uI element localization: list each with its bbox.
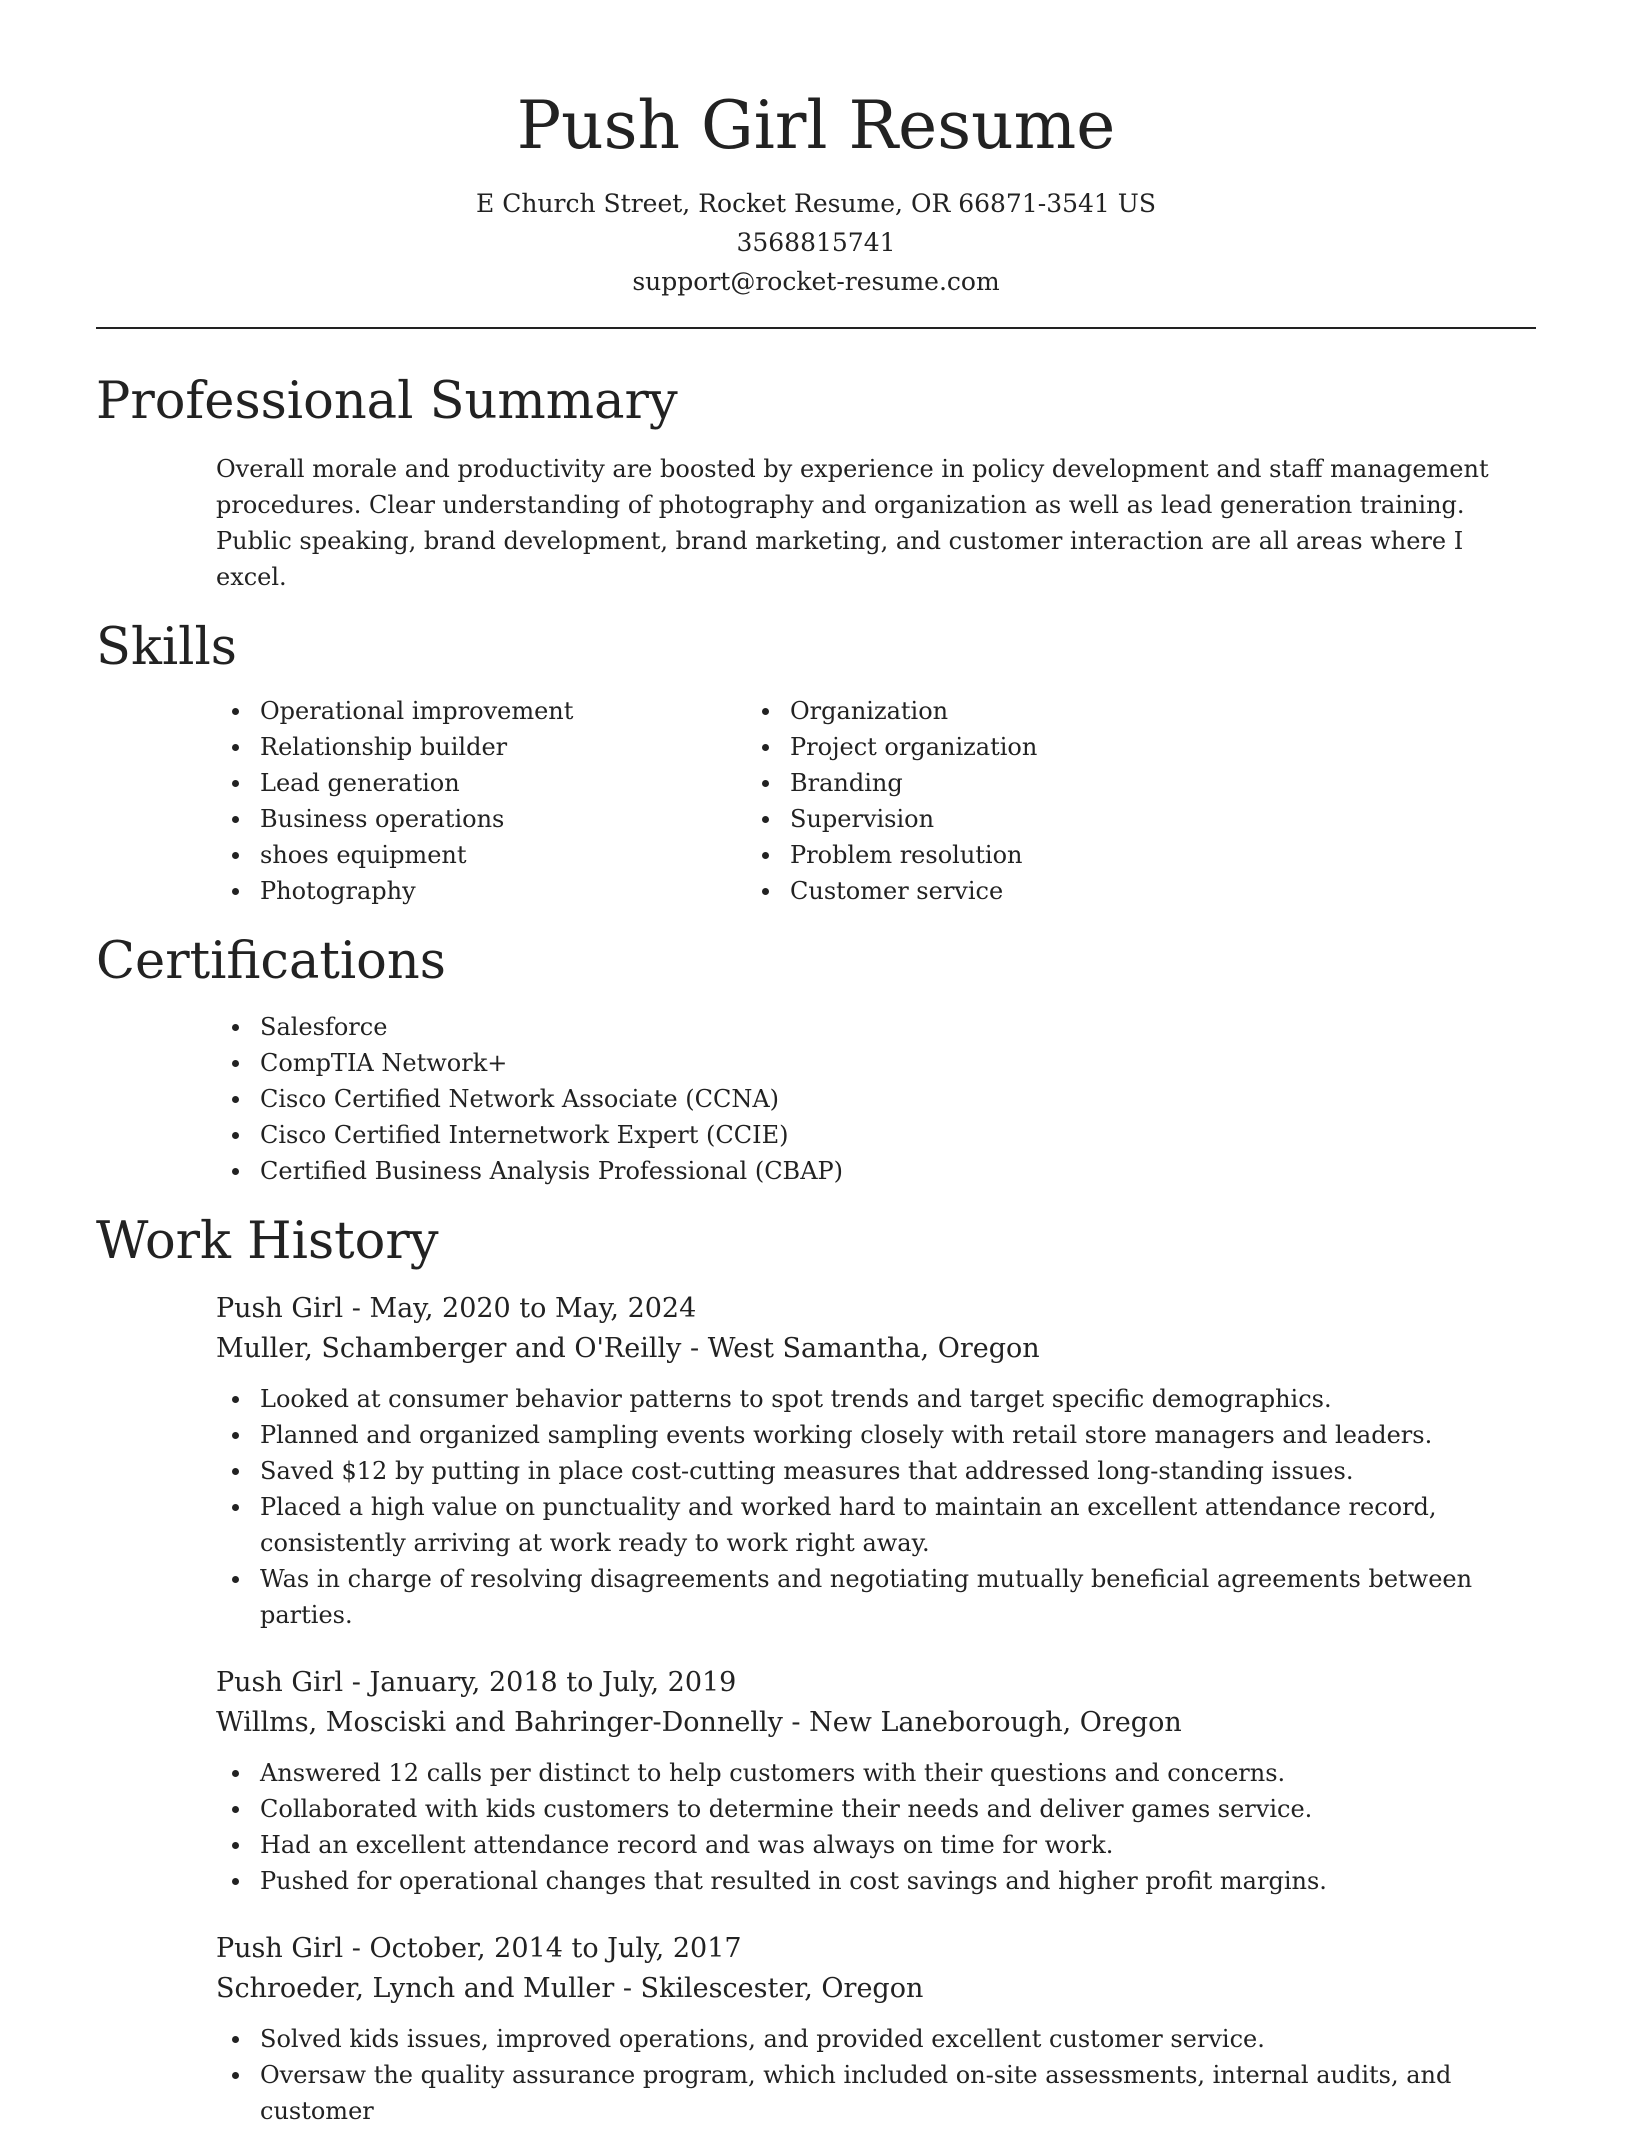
contact-block: [96, 184, 1536, 301]
skill-item: Organization: [626, 693, 1037, 729]
job-bullet: Collaborated with kids customers to determine their needs and deliver games service.: [96, 1791, 1530, 1827]
job-bullet: Had an excellent attendance record and was always on time for work.: [96, 1827, 1530, 1863]
summary-heading: Professional Summary: [96, 372, 678, 431]
job-location: West Samantha, Oregon: [707, 1333, 1040, 1364]
job-company: Schroeder, Lynch and Muller: [216, 1973, 615, 2004]
summary-section: [96, 371, 1536, 595]
skill-item: Customer service: [626, 873, 1037, 909]
skills-heading: Skills: [96, 618, 237, 677]
job-bullet: Looked at consumer behavior patterns to spot trends and target specific demographics.: [96, 1381, 1530, 1417]
job-bullet: Answered 12 calls per distinct to help customers with their questions and concerns.: [96, 1755, 1530, 1791]
skills-section: [96, 617, 1536, 909]
skill-item: Project organization: [626, 729, 1037, 765]
resume-header: [96, 0, 1536, 301]
job-title-line: Push Girl - May, 2020 to May, 2024: [216, 1293, 697, 1324]
job-title: Push Girl: [216, 1293, 344, 1324]
job-title: Push Girl: [216, 1933, 344, 1964]
work-history-section: [96, 1211, 1536, 2129]
skill-item: Lead generation: [96, 765, 746, 801]
skill-item: Relationship builder: [96, 729, 746, 765]
skill-item: Photography: [96, 873, 746, 909]
work-history-heading: Work History: [96, 1212, 439, 1271]
certification-item: Salesforce: [96, 1009, 1536, 1045]
job-entry: [96, 1289, 1536, 1633]
summary-text: Overall morale and productivity are boosted by experience in policy development and staff management procedures. Clear understanding of photography and organization as well as lead generation training. Public speaking, brand development, brand marketing, and customer interaction are all areas where I excel.: [216, 455, 1489, 591]
job-bullets: [96, 2021, 1536, 2129]
job-entry: [96, 1663, 1536, 1899]
certifications-section: [96, 931, 1536, 1189]
job-location: Skilescester, Oregon: [640, 1973, 924, 2004]
job-location: New Laneborough, Oregon: [809, 1707, 1182, 1738]
contact-address: E Church Street, Rocket Resume, OR 66871-3541 US: [476, 189, 1156, 218]
certification-item: Cisco Certified Internetwork Expert (CCIE): [96, 1117, 1536, 1153]
contact-phone: 3568815741: [736, 228, 896, 257]
skill-item: Supervision: [626, 801, 1037, 837]
job-bullet: Saved $12 by putting in place cost-cutting measures that addressed long-standing issues.: [96, 1453, 1530, 1489]
job-entry: [96, 1929, 1536, 2129]
job-bullet: Oversaw the quality assurance program, which included on-site assessments, internal audits, and customer: [96, 2057, 1530, 2129]
job-dates: January, 2018 to July, 2019: [369, 1667, 737, 1698]
skill-item: Branding: [626, 765, 1037, 801]
contact-email: support@rocket-resume.com: [632, 267, 1000, 296]
job-bullets: [96, 1381, 1536, 1633]
resume-page: [96, 0, 1536, 2129]
certification-item: Certified Business Analysis Professional (CBAP): [96, 1153, 1536, 1189]
job-title: Push Girl: [216, 1667, 344, 1698]
certification-item: Cisco Certified Network Associate (CCNA): [96, 1081, 1536, 1117]
job-bullet: Planned and organized sampling events working closely with retail store managers and leaders.: [96, 1417, 1530, 1453]
job-company: Muller, Schamberger and O'Reilly: [216, 1333, 682, 1364]
job-title-line: Push Girl - January, 2018 to July, 2019: [216, 1667, 737, 1698]
skill-item: Problem resolution: [626, 837, 1037, 873]
skill-item: Business operations: [96, 801, 746, 837]
job-dates: May, 2020 to May, 2024: [369, 1293, 697, 1324]
job-bullets: [96, 1755, 1536, 1899]
skill-item: Operational improvement: [96, 693, 746, 729]
job-bullet: Pushed for operational changes that resulted in cost savings and higher profit margins.: [96, 1863, 1530, 1899]
skill-item: shoes equipment: [96, 837, 746, 873]
certifications-heading: Certifications: [96, 932, 446, 991]
job-dates: October, 2014 to July, 2017: [369, 1933, 742, 1964]
job-company-line: Schroeder, Lynch and Muller - Skilescester, Oregon: [216, 1973, 924, 2004]
job-company: Willms, Mosciski and Bahringer-Donnelly: [216, 1707, 783, 1738]
header-divider: [96, 327, 1536, 329]
job-title-line: Push Girl - October, 2014 to July, 2017: [216, 1933, 742, 1964]
job-bullet: Placed a high value on punctuality and worked hard to maintain an excellent attendance record, consistently arriving at work ready to work right away.: [96, 1489, 1530, 1561]
skills-columns: [96, 693, 1536, 909]
certifications-list: [96, 1009, 1536, 1189]
certification-item: CompTIA Network+: [96, 1045, 1536, 1081]
skills-list-right: [626, 693, 1037, 909]
job-company-line: Muller, Schamberger and O'Reilly - West Samantha, Oregon: [216, 1333, 1040, 1364]
job-company-line: Willms, Mosciski and Bahringer-Donnelly - New Laneborough, Oregon: [216, 1707, 1182, 1738]
job-bullet: Solved kids issues, improved operations, and provided excellent customer service.: [96, 2021, 1530, 2057]
job-bullet: Was in charge of resolving disagreements and negotiating mutually beneficial agreements between parties.: [96, 1561, 1530, 1633]
resume-name: Push Girl Resume: [516, 87, 1116, 164]
